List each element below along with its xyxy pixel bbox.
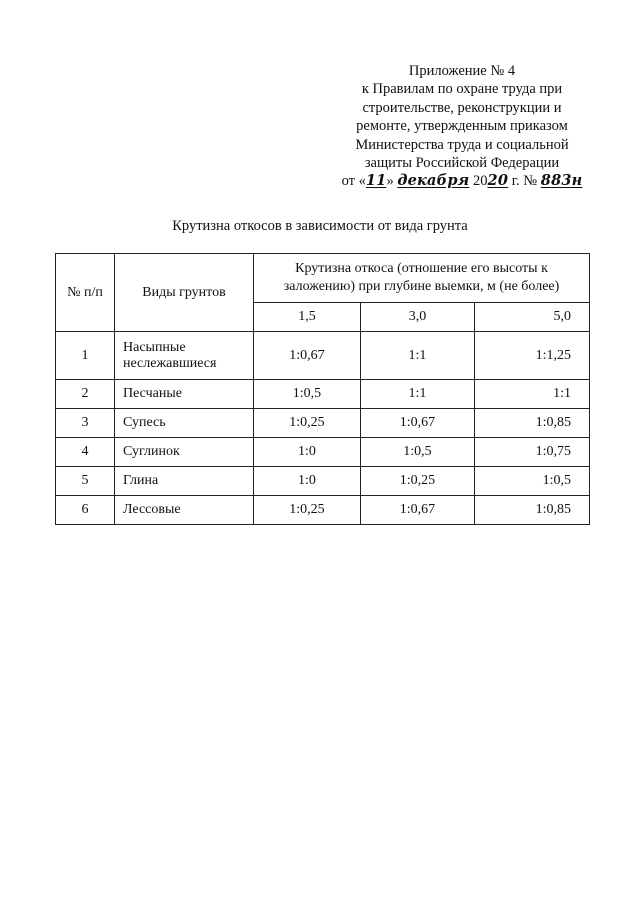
table-row: [56, 380, 590, 409]
row-num: 6: [56, 496, 115, 525]
header-slope: Крутизна откоса (отношение его высоты к заложению) при глубине выемки, м (не более): [254, 254, 590, 303]
slope-table: [55, 253, 590, 525]
row-value-3: 1:0,75: [475, 438, 590, 467]
row-value-1: 1:0: [254, 438, 361, 467]
appendix-line-5: Министерства труда и социальной: [355, 136, 569, 153]
row-value-2: 1:1: [361, 380, 475, 409]
row-soil-kind: Супесь: [115, 409, 254, 438]
header-depth-1: 1,5: [254, 303, 361, 332]
row-value-1: 1:0,25: [254, 496, 361, 525]
order-prefix: г. №: [508, 173, 541, 190]
order-date-line: [330, 172, 594, 190]
header-depth-2: 3,0: [361, 303, 475, 332]
row-num: 3: [56, 409, 115, 438]
row-num: 4: [56, 438, 115, 467]
row-value-1: 1:0,25: [254, 409, 361, 438]
appendix-line-4: ремонте, утвержденным приказом: [356, 118, 568, 135]
order-day: 11: [365, 172, 387, 190]
table-row: [56, 409, 590, 438]
row-value-1: 1:0: [254, 467, 361, 496]
appendix-line-3: строительстве, реконструкции и: [362, 99, 562, 116]
appendix-title: Приложение № 4: [408, 63, 516, 79]
row-num: 2: [56, 380, 115, 409]
table-row: [56, 496, 590, 525]
table-row: [56, 438, 590, 467]
header-soil-kind: Виды грунтов: [115, 254, 254, 332]
row-value-3: 1:1,25: [475, 332, 590, 380]
row-soil-kind: Песчаные: [115, 380, 254, 409]
row-value-1: 1:0,5: [254, 380, 361, 409]
row-soil-kind: Насыпные неслежавшиеся: [115, 332, 254, 380]
row-soil-kind: Глина: [115, 467, 254, 496]
row-num: 1: [56, 332, 115, 380]
row-value-2: 1:0,25: [361, 467, 475, 496]
order-year-suffix: 20: [487, 172, 509, 190]
order-month: декабря: [397, 172, 470, 190]
table-title: Крутизна откосов в зависимости от вида грунта: [172, 218, 468, 234]
table-row: [56, 332, 590, 380]
row-value-2: 1:0,5: [361, 438, 475, 467]
table-header-row: [56, 254, 590, 303]
table-row: [56, 467, 590, 496]
row-value-2: 1:0,67: [361, 409, 475, 438]
row-soil-kind: Лессовые: [115, 496, 254, 525]
order-number: 883н: [540, 172, 583, 190]
year-prefix: 20: [469, 173, 488, 190]
row-value-3: 1:0,85: [475, 496, 590, 525]
header-num: № п/п: [56, 254, 115, 332]
row-value-3: 1:0,85: [475, 409, 590, 438]
date-mid: »: [386, 173, 398, 190]
row-value-2: 1:1: [361, 332, 475, 380]
date-prefix: от «: [341, 173, 366, 190]
appendix-header: [330, 62, 594, 191]
row-soil-kind: Суглинок: [115, 438, 254, 467]
row-value-3: 1:0,5: [475, 467, 590, 496]
appendix-line-6: защиты Российской Федерации: [364, 155, 560, 172]
row-num: 5: [56, 467, 115, 496]
appendix-line-2: к Правилам по охране труда при: [361, 81, 563, 98]
row-value-1: 1:0,67: [254, 332, 361, 380]
row-value-2: 1:0,67: [361, 496, 475, 525]
row-value-3: 1:1: [475, 380, 590, 409]
header-depth-3: 5,0: [475, 303, 590, 332]
